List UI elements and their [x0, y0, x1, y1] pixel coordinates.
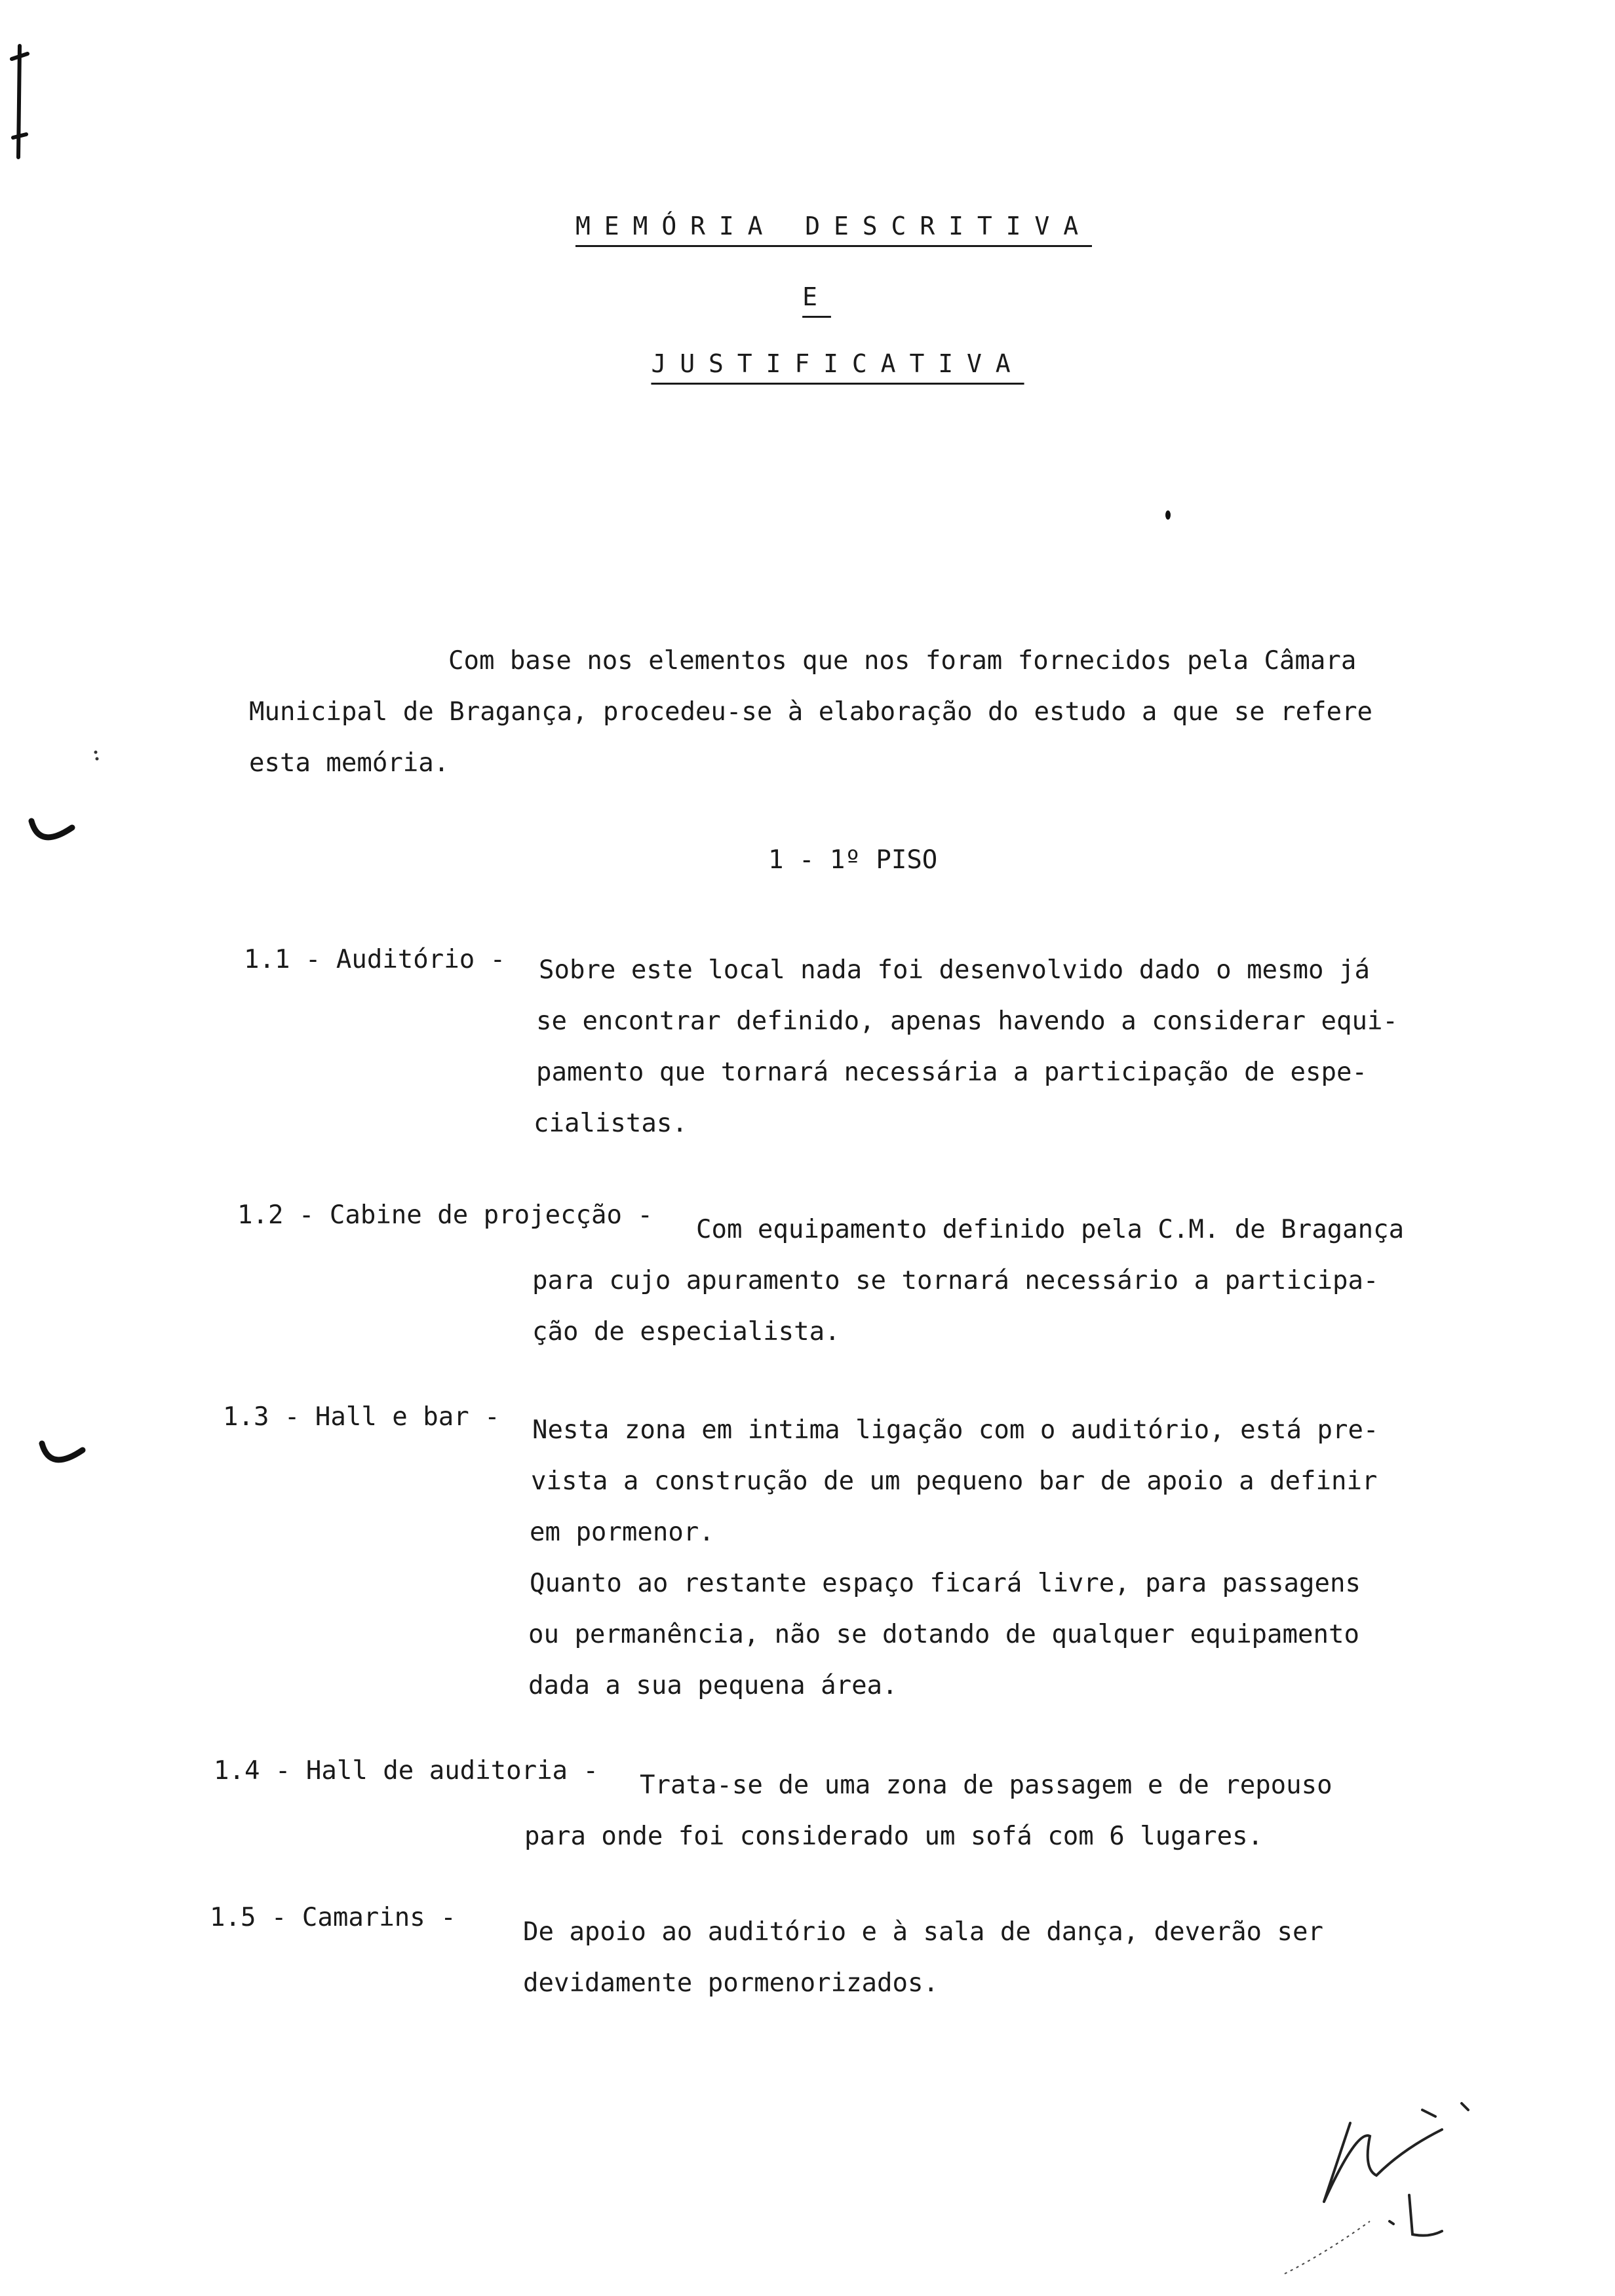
document-title-line-3: JUSTIFICATIVA [651, 349, 1024, 378]
document-title-line-2: E [802, 282, 831, 311]
item-line: De apoio ao auditório e à sala de dança, deverão ser [523, 1917, 1323, 1947]
item-label: 1.3 - Hall e bar - [223, 1402, 500, 1432]
speck-mark [92, 747, 105, 767]
item-line: se encontrar definido, apenas havendo a considerar equi- [536, 1006, 1398, 1036]
handwritten-corner-mark [0, 39, 39, 164]
handwritten-signature [1272, 2090, 1547, 2287]
item-line: Trata-se de uma zona de passagem e de repouso [640, 1770, 1333, 1800]
item-line: dada a sua pequena área. [528, 1671, 898, 1700]
item-line: Quanto ao restante espaço ficará livre, para passagens [530, 1569, 1361, 1598]
document-title-line-1: MEMÓRIA DESCRITIVA [575, 212, 1092, 240]
item-line: Sobre este local nada foi desenvolvido dado o mesmo já [539, 955, 1370, 985]
item-line: Com equipamento definido pela C.M. de Bragança [696, 1215, 1405, 1244]
intro-line-2: Municipal de Bragança, procedeu-se à elaboração do estudo a que se refere [249, 697, 1373, 727]
binder-hole-mark [26, 816, 79, 855]
item-line: ção de especialista. [532, 1317, 840, 1347]
item-line: cialistas. [534, 1109, 688, 1138]
item-label: 1.2 - Cabine de projecção - [237, 1200, 653, 1230]
item-label: 1.1 - Auditório - [244, 945, 506, 974]
speck-mark [1164, 508, 1172, 522]
item-line: para cujo apuramento se tornará necessário a participa- [532, 1266, 1379, 1295]
item-line: para onde foi considerado um sofá com 6 lugares. [524, 1822, 1264, 1851]
item-line: pamento que tornará necessária a participação de espe- [536, 1058, 1367, 1087]
section-heading: 1 - 1º PISO [768, 845, 938, 875]
item-line: em pormenor. [530, 1518, 714, 1547]
item-line: Nesta zona em intima ligação com o auditório, está pre- [532, 1415, 1379, 1445]
item-label: 1.4 - Hall de auditoria - [214, 1756, 598, 1786]
item-line: ou permanência, não se dotando de qualquer equipamento [528, 1620, 1359, 1649]
binder-hole-mark [37, 1438, 89, 1478]
intro-line-3: esta memória. [249, 748, 450, 778]
item-line: devidamente pormenorizados. [523, 1968, 939, 1998]
intro-line-1: Com base nos elementos que nos foram fornecidos pela Câmara [448, 646, 1357, 676]
item-line: vista a construção de um pequeno bar de apoio a definir [531, 1466, 1378, 1496]
item-label: 1.5 - Camarins - [210, 1903, 456, 1932]
